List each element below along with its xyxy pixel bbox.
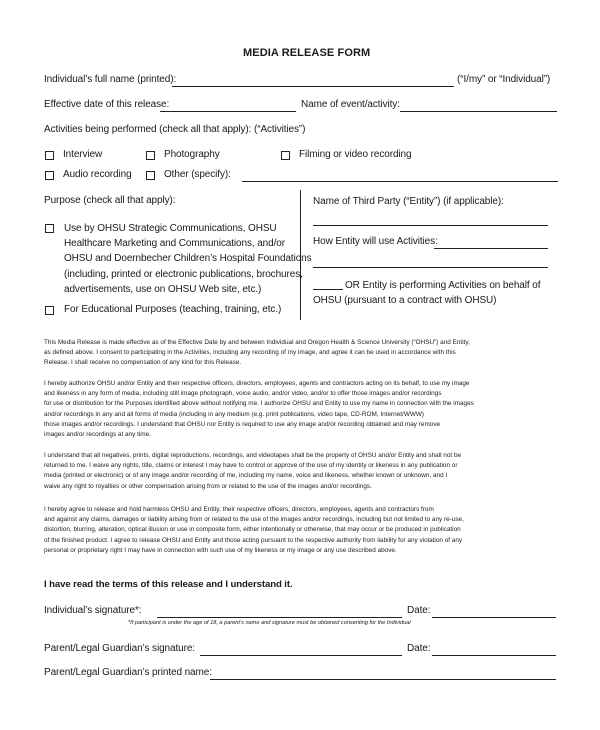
release-paragraph-4: I hereby agree to release and hold harmless OHSU and Entity, their respective officers, directors, employees, agents and contractors from and against any claims, damages or liability arising from or related to the use of the images and/or recordings, including but not limited to any re-use, distortion, blurring, alteration, optical illusion or use in composite form, either intentionally or otherwise, that may occur or be produced in publication of the finished product. I agree to release OHSU and Entity and those acting pursuant to the respective authority from liability for any violation of any personal or proprietary right I may have in connection with such use of my likeness or my image or any use described above.: [44, 506, 464, 554]
signature-note: *If participant is under the age of 18, a parent’s name and signature must be obtained consenting for the Individual: [128, 620, 411, 626]
signature-field[interactable]: [157, 617, 402, 618]
guardian-date-label: Date:: [407, 643, 431, 654]
name-suffix: (“I/my” or “Individual”): [457, 74, 551, 85]
guardian-name-label: Parent/Legal Guardian’s printed name:: [44, 667, 212, 678]
other-specify-field[interactable]: [242, 181, 558, 182]
name-field[interactable]: [172, 86, 454, 87]
guardian-signature-label: Parent/Legal Guardian’s signature:: [44, 643, 195, 654]
guardian-name-field[interactable]: [210, 679, 556, 680]
entity-performing-line1: OR Entity is performing Activities on behalf of: [345, 280, 541, 291]
activities-label: Activities being performed (check all that apply): (“Activities”): [44, 124, 306, 135]
page-title: MEDIA RELEASE FORM: [243, 47, 371, 59]
purpose-label: Purpose (check all that apply):: [44, 195, 176, 206]
signature-date-field[interactable]: [432, 617, 556, 618]
guardian-date-field[interactable]: [432, 655, 556, 656]
education-label: For Educational Purposes (teaching, training, etc.): [64, 304, 282, 315]
photography-label: Photography: [164, 149, 220, 160]
third-party-label: Name of Third Party (“Entity”) (if applicable):: [313, 196, 504, 207]
name-label: Individual’s full name (printed):: [44, 74, 177, 85]
filming-label: Filming or video recording: [299, 149, 412, 160]
entity-use-field-2[interactable]: [313, 267, 548, 268]
audio-label: Audio recording: [63, 169, 132, 180]
other-checkbox[interactable]: [146, 171, 155, 180]
event-field[interactable]: [400, 111, 557, 112]
release-paragraph-3: I understand that all negatives, prints, digital reproductions, recordings, and videotapes shall be the property of OHSU and/or Entity and shall not be returned to me. I waive any rights, title, claims or interest I may have to control or approve of the use of my identity or likeness in any publication or media (printed or electronic) or of any image and/or recording of me, including my name, voice and likeness, whether known or unknown, and I waive any right to royalties or other compensation arising from or related to the use of the images and/or recordings.: [44, 452, 462, 490]
effective-date-label: Effective date of this release:: [44, 99, 170, 110]
signature-label: Individual’s signature*:: [44, 605, 142, 616]
ohsu-use-checkbox[interactable]: [45, 224, 54, 233]
acknowledgement: I have read the terms of this release and I understand it.: [44, 579, 293, 590]
entity-use-field[interactable]: [434, 248, 548, 249]
ohsu-use-text: Use by OHSU Strategic Communications, OHSU Healthcare Marketing and Communications, and/or OHSU and Doernbecher Children’s Hospital Foundations (including, printed or electronic publications, brochures, advertisements, use on OHSU Web site, etc.): [64, 223, 312, 295]
audio-checkbox[interactable]: [45, 171, 54, 180]
release-paragraph-2: I hereby authorize OHSU and/or Entity and their respective officers, directors, employees, agents and contractors acting on its behalf, to use my image and likeness in any form of media, including still image photograph, voice audio, and/or video, and/or to offer those images and/or recordings for use or distribution for the Purposes identified above without notifying me. I authorize OHSU and Entity to use my name in connection with the images and/or recordings in any and all forms of media (including in any medium (e.g. print publications, video tape, CD-ROM, Internet/WWW) those images and/or recordings. I understand that OHSU nor Entity is required to use any image and/or recording obtained and may remove images and/or recordings at any time.: [44, 380, 474, 439]
release-paragraph-1: This Media Release is made effective as of the Effective Date by and between Individual and Oregon Health & Science University (“OHSU”) and Entity, as defined above. I consent to participating in the Activities, including any recording of my image, and agree it can be used in accordance with this Release. I shall receive no compensation of any kind for this Release.: [44, 339, 470, 367]
entity-performing-line2: OHSU (pursuant to a contract with OHSU): [313, 295, 497, 306]
signature-date-label: Date:: [407, 605, 431, 616]
third-party-field[interactable]: [313, 225, 548, 226]
filming-checkbox[interactable]: [281, 151, 290, 160]
entity-performing-checkline[interactable]: [313, 289, 343, 290]
event-label: Name of event/activity:: [301, 99, 400, 110]
other-label: Other (specify):: [164, 169, 231, 180]
interview-checkbox[interactable]: [45, 151, 54, 160]
photography-checkbox[interactable]: [146, 151, 155, 160]
effective-date-field[interactable]: [160, 111, 296, 112]
education-checkbox[interactable]: [45, 306, 54, 315]
entity-use-label: How Entity will use Activities:: [313, 236, 438, 247]
guardian-signature-field[interactable]: [200, 655, 402, 656]
interview-label: Interview: [63, 149, 103, 160]
